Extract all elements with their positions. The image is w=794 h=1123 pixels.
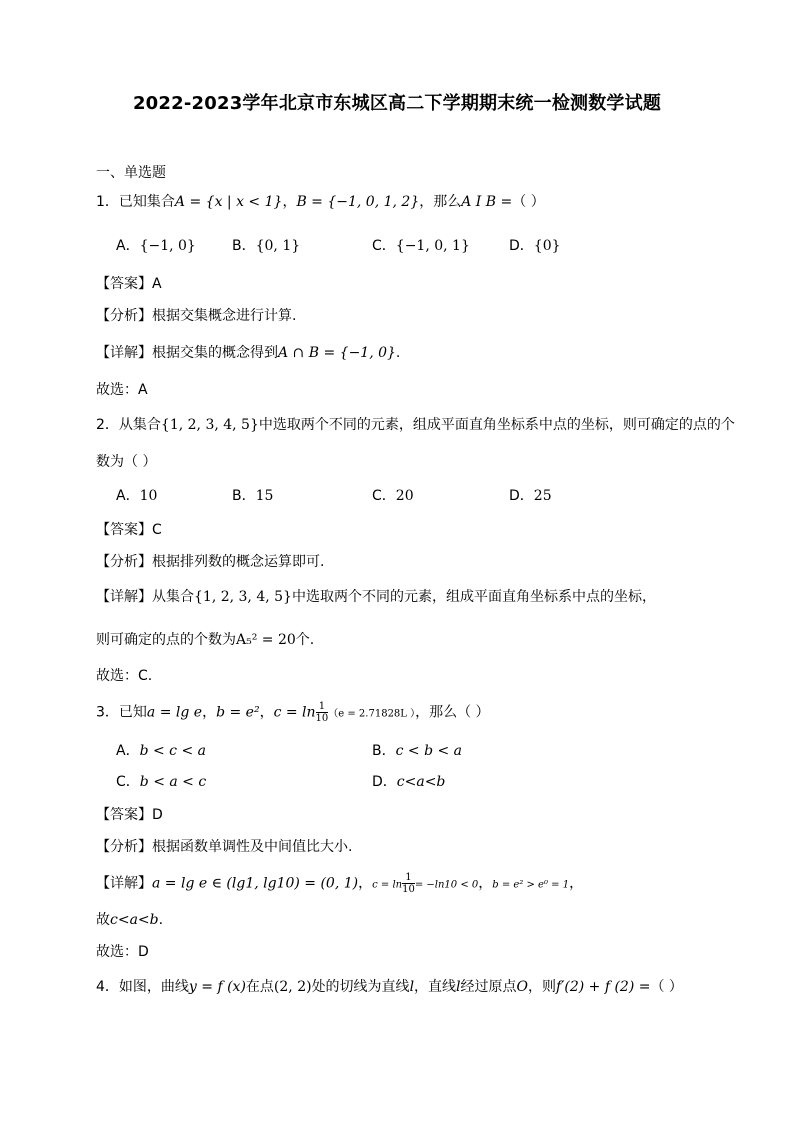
q1-sep: ， [282, 194, 297, 210]
option-label: B． [232, 238, 256, 254]
analysis-text: 根据函数单调性及中间值比大小. [152, 839, 353, 855]
q2-option-d [509, 486, 552, 506]
detail-text-c: 则可确定的点的个数为 [96, 632, 236, 648]
document-title: 2022-2023学年北京市东城区高二下学期期末统一检测数学试题 [132, 93, 662, 114]
detail-sep: ， [569, 875, 584, 892]
fraction-numerator: 1 [402, 872, 415, 884]
option-label: C． [372, 238, 396, 254]
q2-option-c [372, 486, 414, 506]
detail-sep: ， [478, 875, 493, 892]
q3-analysis [96, 837, 352, 857]
fraction-denominator: 10 [402, 884, 415, 895]
option-label: D． [372, 774, 397, 790]
q1-analysis [96, 306, 296, 326]
q4-curve: y = f (x) [188, 979, 246, 995]
option-value: 25 [533, 488, 552, 504]
q1-set-a: A = {x | x < 1} [174, 194, 283, 210]
fraction-numerator: 1 [316, 701, 329, 713]
q4-text: 4．如图，曲线 [96, 979, 189, 995]
q3-answer [96, 805, 163, 825]
detail-text: 从集合 [152, 589, 194, 605]
option-label: C． [116, 774, 140, 790]
q4-text-b: 在点 [245, 979, 274, 995]
q3-option-a [116, 741, 206, 761]
q1-detail [96, 343, 400, 363]
detail-c-expr: c = ln [372, 879, 403, 891]
q3-note: （e = 2.71828L ） [328, 708, 416, 720]
q3-option-c [116, 772, 206, 792]
q1-option-a [116, 236, 196, 256]
detail-fraction [402, 872, 415, 895]
q1-choose: 故选：A [96, 382, 148, 398]
q3-fraction [316, 701, 329, 724]
q3-text-b: ，那么（ ） [415, 704, 490, 721]
q4-point: (2, 2) [273, 979, 312, 995]
q2-option-a [116, 486, 157, 506]
detail-tag: 【详解】 [96, 589, 152, 605]
q4-expr: f′(2) + f (2) = [556, 979, 651, 995]
detail-expr: A₅² = 20 [236, 632, 296, 648]
q3-option-d [372, 772, 445, 792]
analysis-text: 根据排列数的概念运算即可. [152, 554, 325, 570]
detail-a-expr: a = lg e ∈ (lg1, lg10) = (0, 1) [152, 875, 359, 892]
q1-option-d [509, 236, 561, 256]
option-label: A． [116, 238, 140, 254]
question-2-stem-cont: 数为（ ） [96, 454, 157, 470]
analysis-text: 根据交集概念进行计算. [152, 308, 297, 324]
detail-text: 根据交集的概念得到 [152, 345, 278, 361]
option-value: {−1, 0} [139, 238, 196, 254]
option-label: B． [232, 488, 256, 504]
q2-answer [96, 520, 162, 540]
option-value: b < c < a [139, 743, 206, 759]
q3-conclusion [96, 910, 163, 930]
q3-detail [96, 872, 583, 896]
detail-text-b: 中选取两个不同的元素，组成平面直角坐标系中点的坐标， [291, 589, 656, 605]
detail-tag: 【详解】 [96, 875, 152, 892]
option-value: b < a < c [139, 774, 207, 790]
option-value: c<a<b [396, 774, 446, 790]
answer-value: C [152, 522, 162, 538]
q2-detail-cont [96, 630, 314, 650]
answer-tag: 【答案】 [96, 522, 152, 538]
q2-text-b: 中选取两个不同的元素，组成平面直角坐标系中点的坐标，则可确定的点的个 [258, 417, 735, 433]
option-value: {−1, 0, 1} [395, 238, 470, 254]
option-label: D． [509, 238, 534, 254]
q3-b-expr: b = e² [216, 704, 260, 721]
q2-analysis [96, 552, 324, 572]
q3-choose: 故选：D [96, 944, 149, 960]
q1-expr: A I B = [461, 194, 513, 210]
q4-paren: （ ） [650, 979, 683, 995]
q3-c-expr: c = ln [273, 704, 316, 721]
q2-option-b [232, 486, 273, 506]
option-value: {0, 1} [255, 238, 301, 254]
q1-text-b: ，那么 [419, 194, 462, 210]
q4-line-l: l [456, 979, 461, 995]
question-2-stem [96, 415, 735, 435]
q4-line-l: l [409, 979, 415, 995]
option-value: 15 [255, 488, 274, 504]
answer-tag: 【答案】 [96, 807, 152, 823]
question-3-stem [96, 701, 490, 725]
question-4-stem [96, 977, 683, 997]
answer-tag: 【答案】 [96, 276, 152, 292]
q1-text: 1．已知集合 [96, 194, 175, 210]
detail-text-d: 个. [295, 632, 315, 648]
detail-b-expr: b = e² > e⁰ = 1 [492, 879, 570, 891]
conclusion-end: . [158, 912, 164, 928]
q4-origin: O [516, 979, 529, 995]
option-label: D． [509, 488, 534, 504]
option-value: {0} [533, 238, 561, 254]
q4-text-e: 经过原点 [460, 979, 517, 995]
q2-detail [96, 587, 656, 607]
conclusion-text: 故 [96, 912, 110, 928]
q2-text: 2．从集合 [96, 417, 161, 433]
conclusion-expr: c<a<b [110, 912, 159, 928]
q1-answer [96, 274, 162, 294]
detail-set: {1, 2, 3, 4, 5} [194, 589, 292, 605]
detail-expr: A ∩ B = {−1, 0} [278, 345, 396, 361]
detail-c-post: = −ln10 < 0 [414, 879, 479, 891]
q3-sep: ， [202, 704, 217, 721]
q2-set: {1, 2, 3, 4, 5} [160, 417, 259, 433]
option-label: A． [116, 743, 140, 759]
fraction-denominator: 10 [315, 713, 329, 724]
option-label: C． [372, 488, 396, 504]
option-label: A． [116, 488, 140, 504]
q3-option-b [372, 741, 462, 761]
q3-text: 3．已知 [96, 704, 147, 721]
detail-tag: 【详解】 [96, 345, 152, 361]
q2-choose: 故选：C. [96, 668, 153, 684]
q1-option-b [232, 236, 300, 256]
option-value: 10 [139, 488, 158, 504]
question-1-stem [96, 192, 545, 212]
detail-sep: ， [358, 875, 373, 892]
q3-a-expr: a = lg e [146, 704, 203, 721]
q1-paren: （ ） [512, 194, 545, 210]
q3-sep: ， [259, 704, 274, 721]
option-value: c < b < a [395, 743, 463, 759]
analysis-tag: 【分析】 [96, 308, 152, 324]
analysis-tag: 【分析】 [96, 839, 152, 855]
q1-option-c [372, 236, 470, 256]
detail-end: . [395, 345, 401, 361]
option-value: 20 [395, 488, 414, 504]
answer-value: D [152, 807, 163, 823]
q4-text-d: ，直线 [414, 979, 457, 995]
q4-text-f: ，则 [528, 979, 557, 995]
analysis-tag: 【分析】 [96, 554, 152, 570]
answer-value: A [152, 276, 162, 292]
q4-text-c: 处的切线为直线 [311, 979, 410, 995]
option-label: B． [372, 743, 396, 759]
q1-set-b: B = {−1, 0, 1, 2} [296, 194, 420, 210]
section-heading: 一、单选题 [96, 165, 166, 181]
